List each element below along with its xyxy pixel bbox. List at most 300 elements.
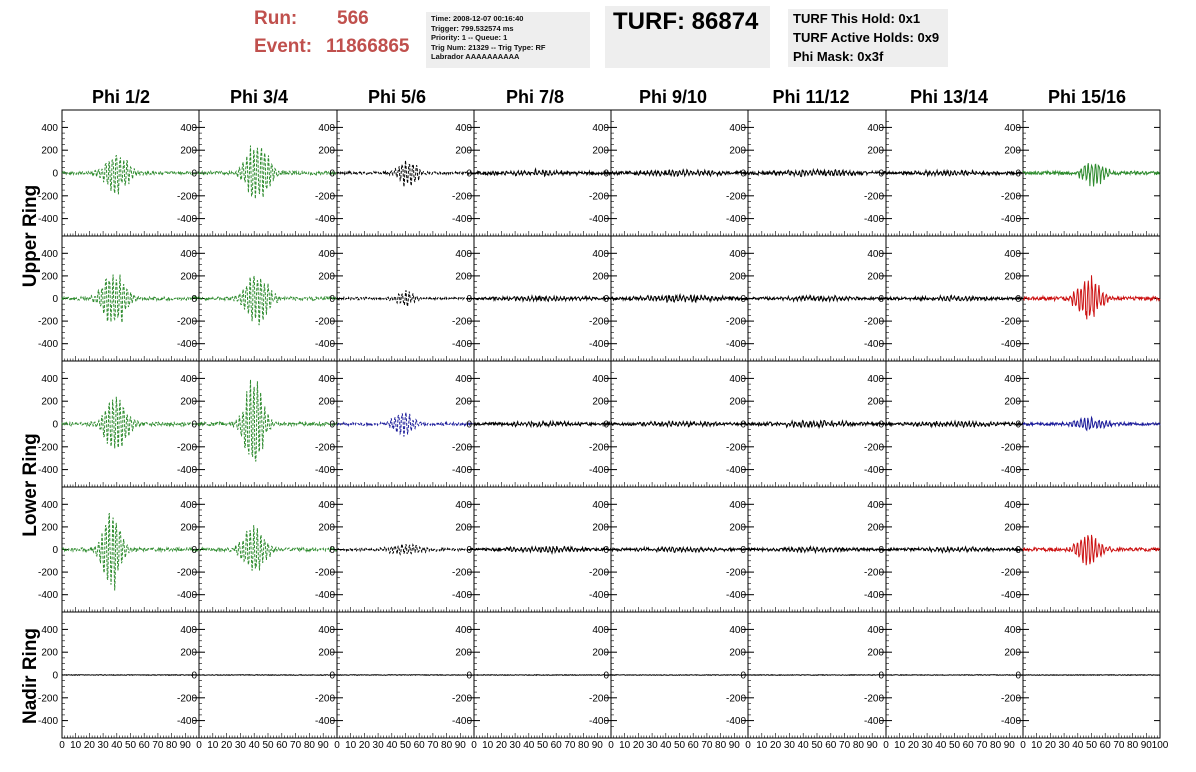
y-tick-label: 200 bbox=[592, 522, 609, 534]
x-tick-label: 60 bbox=[825, 740, 837, 751]
waveform-line bbox=[199, 675, 337, 676]
y-tick-label: 200 bbox=[180, 145, 197, 157]
y-tick-label: -200 bbox=[37, 316, 58, 328]
waveform-line bbox=[748, 547, 886, 553]
y-tick-label: -200 bbox=[725, 567, 746, 579]
x-tick-label: 70 bbox=[427, 740, 439, 751]
y-tick-label: -200 bbox=[725, 316, 746, 328]
y-tick-label: 200 bbox=[867, 145, 884, 157]
y-tick-label: -200 bbox=[451, 693, 472, 705]
y-tick-label: -400 bbox=[588, 716, 609, 728]
y-tick-label: 200 bbox=[729, 396, 746, 408]
x-tick-label: 30 bbox=[921, 740, 933, 751]
y-tick-label: -200 bbox=[451, 442, 472, 454]
y-tick-label: 200 bbox=[1004, 271, 1021, 283]
info-trigger: Trigger: 799.532574 ms bbox=[431, 23, 514, 33]
x-tick-label: 30 bbox=[234, 740, 246, 751]
y-tick-label: -400 bbox=[176, 590, 197, 602]
y-tick-label: -400 bbox=[451, 716, 472, 728]
y-tick-label: 400 bbox=[867, 248, 884, 260]
x-tick-label: 50 bbox=[124, 740, 137, 751]
y-tick-label: 200 bbox=[867, 396, 884, 408]
waveform-line bbox=[748, 675, 886, 676]
info-priority: Priority: 1 -- Queue: 1 bbox=[431, 33, 508, 43]
x-tick-label: 60 bbox=[962, 740, 974, 751]
event-value: 11866865 bbox=[326, 36, 410, 57]
y-tick-label: -400 bbox=[588, 214, 609, 226]
waveform-line bbox=[337, 544, 474, 554]
x-tick-label: 70 bbox=[290, 740, 302, 751]
x-tick-label: 90 bbox=[1140, 740, 1152, 751]
y-tick-label: 200 bbox=[592, 271, 609, 283]
y-tick-label: -400 bbox=[588, 465, 609, 477]
y-tick-label: -200 bbox=[314, 442, 335, 454]
y-tick-label: 0 bbox=[191, 168, 197, 180]
x-tick-label: 20 bbox=[632, 740, 644, 751]
y-tick-label: 400 bbox=[592, 499, 609, 511]
waveform-line bbox=[1023, 417, 1160, 430]
y-tick-label: -400 bbox=[314, 339, 335, 351]
y-tick-label: 200 bbox=[1004, 522, 1021, 534]
y-tick-label: 400 bbox=[867, 499, 884, 511]
y-tick-label: 0 bbox=[191, 545, 197, 556]
y-tick-label: -400 bbox=[451, 339, 472, 351]
y-tick-label: 200 bbox=[180, 271, 197, 283]
column-title-phi-1-2: Phi 1/2 bbox=[91, 87, 151, 107]
y-tick-label: -200 bbox=[863, 442, 884, 454]
x-tick-label: 40 bbox=[935, 740, 947, 751]
y-tick-label: 200 bbox=[729, 271, 746, 283]
y-tick-label: -200 bbox=[588, 567, 609, 579]
y-tick-label: 0 bbox=[1015, 294, 1021, 305]
y-tick-label: 400 bbox=[180, 499, 197, 511]
x-tick-label: 30 bbox=[97, 740, 109, 751]
y-tick-label: -200 bbox=[863, 567, 884, 579]
y-tick-label: -200 bbox=[863, 693, 884, 705]
y-tick-label: 0 bbox=[740, 545, 746, 556]
waveform-line bbox=[199, 525, 337, 571]
y-tick-label: -400 bbox=[314, 590, 335, 602]
y-tick-label: 0 bbox=[52, 419, 58, 431]
y-tick-label: -200 bbox=[863, 191, 884, 203]
x-tick-label: 10 bbox=[756, 740, 768, 751]
turf-active-holds: TURF Active Holds: 0x9 bbox=[793, 30, 940, 45]
waveform-line bbox=[886, 547, 1023, 553]
waveform-line bbox=[1023, 163, 1160, 186]
waveform-line bbox=[474, 421, 611, 427]
x-tick-label: 0 bbox=[608, 740, 614, 751]
column-title-phi-3-4: Phi 3/4 bbox=[229, 87, 289, 107]
y-tick-label: 0 bbox=[603, 294, 609, 305]
y-tick-label: 400 bbox=[455, 373, 472, 385]
x-tick-label: 50 bbox=[948, 740, 961, 751]
y-tick-label: 400 bbox=[729, 624, 746, 636]
y-tick-label: -400 bbox=[37, 590, 58, 602]
run-value: 566 bbox=[337, 8, 369, 29]
x-tick-label: 60 bbox=[1099, 740, 1111, 751]
y-tick-label: -400 bbox=[1000, 716, 1021, 728]
x-tick-label: 0 bbox=[745, 740, 751, 751]
y-tick-label: 400 bbox=[41, 373, 58, 385]
x-tick-label: 0 bbox=[1020, 740, 1026, 751]
x-tick-label: 70 bbox=[564, 740, 576, 751]
y-tick-label: 400 bbox=[455, 248, 472, 260]
column-title-phi-15-16: Phi 15/16 bbox=[1047, 87, 1127, 107]
waveform-line bbox=[337, 290, 474, 306]
y-tick-label: 400 bbox=[455, 624, 472, 636]
y-tick-label: 0 bbox=[329, 670, 335, 682]
y-tick-label: 0 bbox=[878, 294, 884, 305]
x-tick-label: 10 bbox=[345, 740, 357, 751]
y-tick-label: 200 bbox=[318, 271, 335, 283]
y-tick-label: 200 bbox=[318, 145, 335, 157]
x-tick-label: 0 bbox=[883, 740, 889, 751]
turf-value: TURF: 86874 bbox=[613, 8, 759, 35]
waveform-line bbox=[62, 397, 199, 449]
x-tick-label: 40 bbox=[797, 740, 809, 751]
x-tick-label: 50 bbox=[262, 740, 274, 751]
y-tick-label: -400 bbox=[863, 339, 884, 351]
x-tick-label: 70 bbox=[839, 740, 851, 751]
x-tick-label: 60 bbox=[687, 740, 699, 751]
x-tick-label: 100 bbox=[1151, 740, 1169, 751]
x-tick-label: 0 bbox=[471, 740, 477, 751]
x-tick-label: 30 bbox=[509, 740, 521, 751]
waveform-line bbox=[337, 675, 474, 676]
x-tick-label: 30 bbox=[783, 740, 795, 751]
y-tick-label: 400 bbox=[867, 122, 884, 134]
y-tick-label: -400 bbox=[314, 716, 335, 728]
y-tick-label: -400 bbox=[451, 465, 472, 477]
x-tick-label: 90 bbox=[1003, 740, 1015, 751]
x-tick-label: 50 bbox=[673, 740, 686, 751]
x-tick-label: 10 bbox=[1031, 740, 1043, 751]
y-tick-label: 0 bbox=[740, 419, 746, 431]
y-tick-label: 0 bbox=[1015, 419, 1021, 431]
x-tick-label: 90 bbox=[454, 740, 466, 751]
y-tick-label: 200 bbox=[41, 145, 58, 157]
waveform-line bbox=[611, 170, 748, 177]
y-tick-label: 400 bbox=[1004, 624, 1021, 636]
y-tick-label: 400 bbox=[41, 624, 58, 636]
info-trignum: Trig Num: 21329 -- Trig Type: RF bbox=[431, 42, 546, 52]
y-tick-label: -200 bbox=[314, 191, 335, 203]
waveform-line bbox=[886, 421, 1023, 427]
waveform-line bbox=[337, 413, 474, 437]
x-tick-label: 80 bbox=[1127, 740, 1139, 751]
x-tick-label: 10 bbox=[207, 740, 219, 751]
x-tick-label: 40 bbox=[111, 740, 123, 751]
x-tick-label: 80 bbox=[303, 740, 315, 751]
y-tick-label: 400 bbox=[729, 373, 746, 385]
y-tick-label: -200 bbox=[1000, 316, 1021, 328]
y-tick-label: 400 bbox=[455, 499, 472, 511]
y-tick-label: 400 bbox=[1004, 122, 1021, 134]
waveform-line bbox=[62, 155, 199, 194]
x-tick-label: 90 bbox=[866, 740, 878, 751]
y-tick-label: -400 bbox=[37, 465, 58, 477]
x-tick-label: 80 bbox=[852, 740, 864, 751]
waveform-line bbox=[474, 546, 611, 553]
y-tick-label: 0 bbox=[329, 419, 335, 431]
y-tick-label: -200 bbox=[725, 693, 746, 705]
y-tick-label: 200 bbox=[592, 145, 609, 157]
x-tick-label: 20 bbox=[358, 740, 370, 751]
waveform-line bbox=[1023, 535, 1160, 565]
x-tick-label: 90 bbox=[728, 740, 740, 751]
waveform-line bbox=[1023, 675, 1160, 676]
y-tick-label: -400 bbox=[725, 590, 746, 602]
y-tick-label: 0 bbox=[52, 294, 58, 305]
y-tick-label: -200 bbox=[176, 567, 197, 579]
y-tick-label: 200 bbox=[180, 647, 197, 659]
y-tick-label: -200 bbox=[37, 567, 58, 579]
y-tick-label: 0 bbox=[878, 545, 884, 556]
y-tick-label: 200 bbox=[592, 396, 609, 408]
x-tick-label: 50 bbox=[1085, 740, 1098, 751]
y-tick-label: 400 bbox=[318, 122, 335, 134]
y-tick-label: 0 bbox=[52, 545, 58, 556]
y-tick-label: 400 bbox=[41, 122, 58, 134]
y-tick-label: 200 bbox=[455, 647, 472, 659]
y-tick-label: -400 bbox=[1000, 465, 1021, 477]
y-tick-label: -400 bbox=[176, 339, 197, 351]
y-tick-label: 400 bbox=[455, 122, 472, 134]
row-label-lower-ring: Lower Ring bbox=[20, 433, 41, 537]
waveform-line bbox=[611, 295, 748, 303]
y-tick-label: 0 bbox=[603, 419, 609, 431]
y-tick-label: -400 bbox=[863, 716, 884, 728]
y-tick-label: 400 bbox=[592, 248, 609, 260]
x-tick-label: 80 bbox=[578, 740, 590, 751]
y-tick-label: 200 bbox=[455, 271, 472, 283]
y-tick-label: 200 bbox=[455, 522, 472, 534]
y-tick-label: -200 bbox=[725, 191, 746, 203]
waveform-line bbox=[748, 295, 886, 301]
info-time: Time: 2008-12-07 00:16:40 bbox=[431, 14, 524, 23]
y-tick-label: -200 bbox=[176, 693, 197, 705]
column-title-phi-5-6: Phi 5/6 bbox=[367, 87, 427, 107]
y-tick-label: -400 bbox=[37, 214, 58, 226]
y-tick-label: -200 bbox=[451, 191, 472, 203]
y-tick-label: 200 bbox=[41, 396, 58, 408]
y-tick-label: 200 bbox=[41, 647, 58, 659]
y-tick-label: 200 bbox=[318, 396, 335, 408]
y-tick-label: 400 bbox=[318, 499, 335, 511]
y-tick-label: -400 bbox=[176, 214, 197, 226]
y-tick-label: -400 bbox=[588, 339, 609, 351]
waveform-line bbox=[474, 169, 611, 176]
y-tick-label: -400 bbox=[37, 716, 58, 728]
waveform-line bbox=[62, 675, 199, 676]
x-tick-label: 20 bbox=[83, 740, 95, 751]
x-tick-label: 20 bbox=[495, 740, 507, 751]
waveform-line bbox=[886, 295, 1023, 301]
x-tick-label: 0 bbox=[59, 740, 65, 751]
y-tick-label: 200 bbox=[41, 271, 58, 283]
x-tick-label: 40 bbox=[248, 740, 260, 751]
y-tick-label: 400 bbox=[41, 248, 58, 260]
y-tick-label: -400 bbox=[725, 339, 746, 351]
y-tick-label: -200 bbox=[863, 316, 884, 328]
x-tick-label: 10 bbox=[619, 740, 631, 751]
y-tick-label: -200 bbox=[725, 442, 746, 454]
x-tick-label: 60 bbox=[413, 740, 425, 751]
y-tick-label: -200 bbox=[314, 316, 335, 328]
y-tick-label: 0 bbox=[466, 670, 472, 682]
y-tick-label: 200 bbox=[1004, 647, 1021, 659]
x-tick-label: 70 bbox=[976, 740, 988, 751]
y-tick-label: 400 bbox=[592, 122, 609, 134]
y-tick-label: 400 bbox=[180, 624, 197, 636]
column-title-phi-13-14: Phi 13/14 bbox=[909, 87, 989, 107]
column-title-phi-7-8: Phi 7/8 bbox=[505, 87, 565, 107]
x-tick-label: 80 bbox=[990, 740, 1002, 751]
y-tick-label: -200 bbox=[37, 191, 58, 203]
x-tick-label: 10 bbox=[70, 740, 82, 751]
y-tick-label: -400 bbox=[451, 590, 472, 602]
y-tick-label: -400 bbox=[588, 590, 609, 602]
y-tick-label: -400 bbox=[451, 214, 472, 226]
y-tick-label: 200 bbox=[455, 396, 472, 408]
y-tick-label: -200 bbox=[1000, 567, 1021, 579]
y-tick-label: 0 bbox=[740, 294, 746, 305]
row-label-nadir-ring: Nadir Ring bbox=[20, 627, 41, 725]
y-tick-label: 200 bbox=[867, 647, 884, 659]
x-tick-label: 20 bbox=[1044, 740, 1056, 751]
event-label: Event: bbox=[254, 36, 313, 57]
y-tick-label: 0 bbox=[466, 294, 472, 305]
x-tick-label: 20 bbox=[907, 740, 919, 751]
y-tick-label: 0 bbox=[1015, 670, 1021, 682]
x-tick-label: 10 bbox=[482, 740, 494, 751]
y-tick-label: -200 bbox=[1000, 442, 1021, 454]
x-tick-label: 70 bbox=[152, 740, 164, 751]
waveform-line bbox=[62, 513, 199, 590]
y-tick-label: 0 bbox=[329, 294, 335, 305]
y-tick-label: 0 bbox=[329, 545, 335, 556]
y-tick-label: 200 bbox=[729, 522, 746, 534]
waveform-line bbox=[474, 296, 611, 301]
y-tick-label: 0 bbox=[52, 168, 58, 180]
y-tick-label: 400 bbox=[180, 248, 197, 260]
y-tick-label: 0 bbox=[603, 670, 609, 682]
y-tick-label: 400 bbox=[729, 248, 746, 260]
y-tick-label: 400 bbox=[41, 499, 58, 511]
x-tick-label: 50 bbox=[811, 740, 823, 751]
waveform-line bbox=[62, 275, 199, 323]
x-tick-label: 50 bbox=[536, 740, 549, 751]
y-tick-label: 400 bbox=[867, 624, 884, 636]
y-tick-label: 200 bbox=[41, 522, 58, 534]
y-tick-label: -200 bbox=[451, 316, 472, 328]
x-tick-label: 90 bbox=[591, 740, 603, 751]
x-tick-label: 70 bbox=[1113, 740, 1125, 751]
y-tick-label: -200 bbox=[37, 693, 58, 705]
waveform-line bbox=[611, 421, 748, 427]
y-tick-label: -400 bbox=[314, 465, 335, 477]
x-tick-label: 40 bbox=[386, 740, 398, 751]
y-tick-label: -200 bbox=[588, 316, 609, 328]
waveform-line bbox=[611, 547, 748, 553]
y-tick-label: -200 bbox=[176, 191, 197, 203]
y-tick-label: -200 bbox=[314, 567, 335, 579]
waveform-line bbox=[611, 675, 748, 676]
y-tick-label: -200 bbox=[451, 567, 472, 579]
x-tick-label: 20 bbox=[770, 740, 782, 751]
x-tick-label: 30 bbox=[1058, 740, 1070, 751]
y-tick-label: 400 bbox=[592, 373, 609, 385]
y-tick-label: -200 bbox=[314, 693, 335, 705]
y-tick-label: 400 bbox=[318, 373, 335, 385]
y-tick-label: 200 bbox=[1004, 145, 1021, 157]
x-tick-label: 70 bbox=[701, 740, 713, 751]
y-tick-label: -400 bbox=[176, 465, 197, 477]
y-tick-label: 200 bbox=[318, 522, 335, 534]
y-tick-label: 0 bbox=[1015, 168, 1021, 180]
x-tick-label: 10 bbox=[894, 740, 906, 751]
y-tick-label: 400 bbox=[1004, 499, 1021, 511]
row-label-upper-ring: Upper Ring bbox=[20, 184, 41, 288]
x-tick-label: 90 bbox=[317, 740, 329, 751]
y-tick-label: 400 bbox=[1004, 373, 1021, 385]
y-tick-label: 200 bbox=[592, 647, 609, 659]
waveform-line bbox=[886, 170, 1023, 176]
y-tick-label: 0 bbox=[740, 168, 746, 180]
y-tick-label: -400 bbox=[725, 716, 746, 728]
y-tick-label: -200 bbox=[37, 442, 58, 454]
y-tick-label: 400 bbox=[180, 373, 197, 385]
y-tick-label: 400 bbox=[729, 499, 746, 511]
y-tick-label: 400 bbox=[180, 122, 197, 134]
y-tick-label: 0 bbox=[191, 294, 197, 305]
x-tick-label: 80 bbox=[441, 740, 453, 751]
y-tick-label: 200 bbox=[867, 271, 884, 283]
x-tick-label: 30 bbox=[646, 740, 658, 751]
y-tick-label: -400 bbox=[37, 339, 58, 351]
y-tick-label: 0 bbox=[603, 168, 609, 180]
y-tick-label: 200 bbox=[1004, 396, 1021, 408]
y-tick-label: 0 bbox=[52, 670, 58, 682]
y-tick-label: -400 bbox=[1000, 214, 1021, 226]
y-tick-label: 400 bbox=[729, 122, 746, 134]
x-tick-label: 60 bbox=[138, 740, 150, 751]
y-tick-label: -400 bbox=[863, 214, 884, 226]
y-tick-label: 0 bbox=[878, 419, 884, 431]
y-tick-label: 0 bbox=[1015, 545, 1021, 556]
y-tick-label: 0 bbox=[878, 168, 884, 180]
y-tick-label: 200 bbox=[180, 522, 197, 534]
waveform-line bbox=[1023, 275, 1160, 319]
y-tick-label: 0 bbox=[740, 670, 746, 682]
y-tick-label: -200 bbox=[588, 693, 609, 705]
x-tick-label: 40 bbox=[523, 740, 535, 751]
y-tick-label: 0 bbox=[878, 670, 884, 682]
y-tick-label: 0 bbox=[466, 545, 472, 556]
turf-this-hold: TURF This Hold: 0x1 bbox=[793, 11, 921, 26]
waveform-line bbox=[748, 421, 886, 428]
y-tick-label: -200 bbox=[176, 316, 197, 328]
x-tick-label: 20 bbox=[221, 740, 233, 751]
y-tick-label: 200 bbox=[729, 145, 746, 157]
y-tick-label: 200 bbox=[318, 647, 335, 659]
y-tick-label: 400 bbox=[592, 624, 609, 636]
x-tick-label: 0 bbox=[334, 740, 340, 751]
y-tick-label: -400 bbox=[863, 465, 884, 477]
y-tick-label: 200 bbox=[867, 522, 884, 534]
column-title-phi-9-10: Phi 9/10 bbox=[638, 87, 708, 107]
x-tick-label: 60 bbox=[550, 740, 562, 751]
